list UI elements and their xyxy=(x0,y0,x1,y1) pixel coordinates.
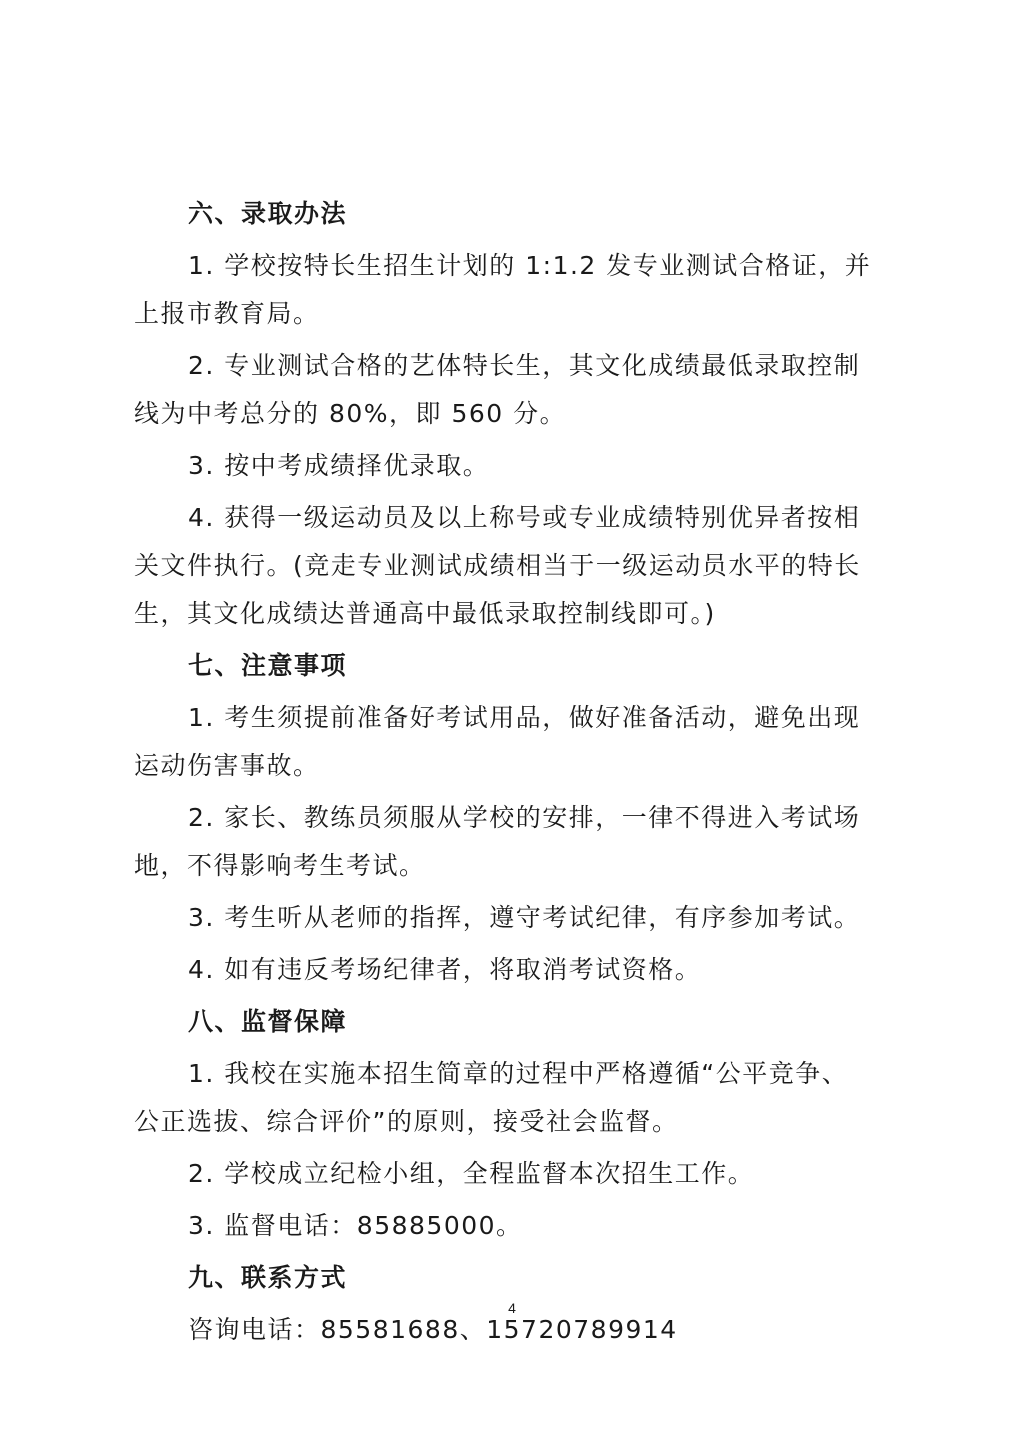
text-line: 1. 学校按特长生招生计划的 1:1.2 发专业测试合格证，并 xyxy=(188,251,872,280)
text-line: 咨询电话：85581688、15720789914 xyxy=(188,1315,678,1344)
paragraph xyxy=(134,1150,890,1198)
document-body xyxy=(134,190,890,1358)
text-line: 公正选拔、综合评价”的原则，接受社会监督。 xyxy=(134,1107,679,1136)
text-line: 3. 考生听从老师的指挥，遵守考试纪律，有序参加考试。 xyxy=(188,903,861,932)
text-line: 2. 专业测试合格的艺体特长生，其文化成绩最低录取控制 xyxy=(188,351,861,380)
section-heading-supervision: 八、监督保障 xyxy=(188,1007,348,1036)
text-line: 3. 按中考成绩择优录取。 xyxy=(188,451,490,480)
paragraph xyxy=(134,342,890,438)
paragraph xyxy=(134,1202,890,1250)
paragraph xyxy=(134,946,890,994)
text-line: 4. 如有违反考场纪律者，将取消考试资格。 xyxy=(188,955,702,984)
section-heading-notes: 七、注意事项 xyxy=(188,651,348,680)
text-line: 关文件执行。(竞走专业测试成绩相当于一级运动员水平的特长 xyxy=(134,551,861,580)
text-line: 地，不得影响考生考试。 xyxy=(134,851,426,880)
text-line: 线为中考总分的 80%，即 560 分。 xyxy=(134,399,567,428)
text-line: 运动伤害事故。 xyxy=(134,751,320,780)
paragraph xyxy=(134,242,890,338)
text-line: 上报市教育局。 xyxy=(134,299,320,328)
paragraph xyxy=(134,1050,890,1146)
paragraph xyxy=(134,794,890,890)
text-line: 4. 获得一级运动员及以上称号或专业成绩特别优异者按相 xyxy=(188,503,861,532)
section-heading-contact: 九、联系方式 xyxy=(188,1263,348,1292)
text-line: 2. 家长、教练员须服从学校的安排，一律不得进入考试场 xyxy=(188,803,861,832)
text-line: 2. 学校成立纪检小组，全程监督本次招生工作。 xyxy=(188,1159,755,1188)
text-line: 1. 考生须提前准备好考试用品，做好准备活动，避免出现 xyxy=(188,703,861,732)
section-heading-admission: 六、录取办法 xyxy=(188,199,348,228)
page-number: 4 xyxy=(508,1300,516,1316)
text-line: 生，其文化成绩达普通高中最低录取控制线即可。) xyxy=(134,599,716,628)
text-line: 3. 监督电话：85885000。 xyxy=(188,1211,523,1240)
paragraph xyxy=(134,494,890,638)
paragraph xyxy=(134,442,890,490)
paragraph xyxy=(134,894,890,942)
text-line: 1. 我校在实施本招生简章的过程中严格遵循“公平竞争、 xyxy=(188,1059,849,1088)
paragraph xyxy=(134,694,890,790)
